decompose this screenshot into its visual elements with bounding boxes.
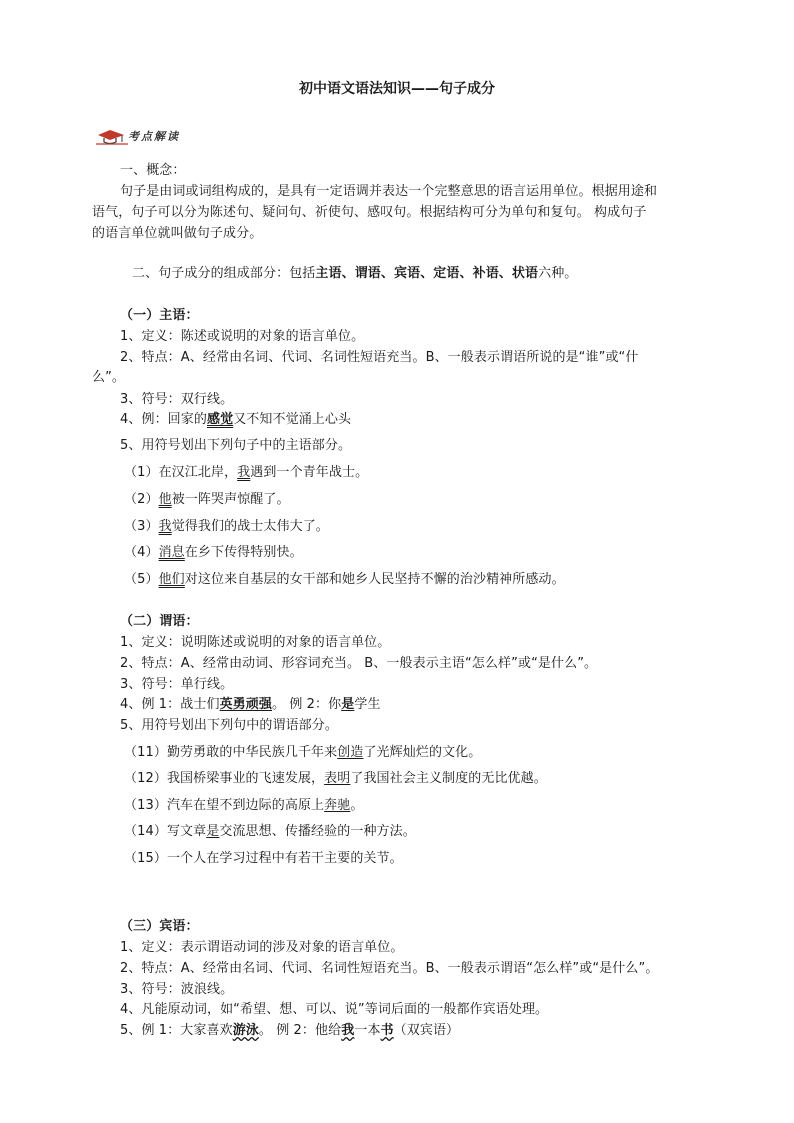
predicate-symbol: 3、符号：单行线。: [120, 677, 234, 692]
predicate-mark: 表明: [324, 771, 351, 786]
subject-mark: 他们: [158, 572, 185, 587]
subject-mark: 消息: [158, 545, 185, 560]
predicate-q14: [124, 824, 416, 840]
subject-example: [120, 412, 351, 428]
predicate-mark: 创造: [337, 745, 364, 760]
subject-mark: 感觉: [206, 412, 234, 427]
subject-q2: [124, 492, 290, 508]
predicate-q13: [124, 798, 363, 814]
text: （3）: [124, 519, 159, 534]
text: （5）: [124, 572, 159, 587]
text: 对这位来自基层的女干部和她乡人民坚持不懈的治沙精神所感动。: [184, 572, 565, 587]
subject-mark: 我: [158, 519, 172, 534]
concept-para-line-2: 语气，句子可以分为陈述句、疑问句、祈使句、感叹句。根据结构可分为单句和复句。 构成句子: [92, 205, 647, 220]
section-logo: [96, 128, 214, 146]
text: 觉得我们的战士太伟大了。: [171, 519, 329, 534]
subject-q4: [124, 545, 303, 561]
components-pre: 二、句子成分的组成部分：包括: [132, 266, 316, 281]
text: 交流思想、传播经验的一种方法。: [219, 824, 416, 839]
text: 学生: [354, 697, 381, 712]
text: 5、例 1：大家喜欢: [120, 1023, 233, 1038]
object-rule: 4、凡能原动词，如“希望、想、可以、说”等词后面的一般都作宾语处理。: [120, 1002, 549, 1017]
text: （12）我国桥梁事业的飞速发展，: [124, 771, 325, 786]
object-definition: 1、定义：表示谓语动词的涉及对象的语言单位。: [120, 940, 404, 955]
concept-para-line-1: 句子是由词或词组构成的，是具有一定语调并表达一个完整意思的语言运用单位。根据用途和: [120, 184, 658, 199]
predicate-task: 5、用符号划出下列句中的谓语部分。: [120, 718, 338, 733]
predicate-mark: 英勇顽强: [219, 697, 272, 712]
text: 又不知不觉涌上心头: [233, 412, 352, 427]
concept-para-line-3: 的语言单位就叫做句子成分。: [92, 226, 263, 241]
subject-mark: 他: [158, 492, 172, 507]
text: 。 例 2：他给: [258, 1023, 342, 1038]
predicate-q12: [124, 771, 547, 787]
text: 一本: [354, 1023, 381, 1038]
subject-q3: [124, 519, 329, 535]
subject-symbol: 3、符号：双行线。: [120, 392, 234, 407]
subject-definition: 1、定义：陈述或说明的对象的语言单位。: [120, 329, 365, 344]
page-title: 初中语文语法知识——句子成分: [299, 81, 495, 97]
predicate-mark: 奔驰: [324, 798, 351, 813]
object-heading: （三）宾语：: [120, 919, 199, 934]
predicate-feature: 2、特点：A、经常由动词、形容词充当。 B、一般表示主语“怎么样”或“是什么”。: [120, 656, 598, 671]
text: 遇到一个青年战士。: [250, 465, 369, 480]
subject-feature-line-1: 2、特点：A、经常由名词、代词、名词性短语充当。B、一般表示谓语所说的是“谁”或“什: [120, 350, 639, 365]
object-feature: 2、特点：A、经常由名词、代词、名词性短语充当。B、一般表示谓语“怎么样”或“是什么”。: [120, 961, 659, 976]
text: 4、例：回家的: [120, 412, 207, 427]
text: （14）写文章: [124, 824, 207, 839]
predicate-q11: [124, 745, 481, 761]
text: 。: [350, 798, 364, 813]
text: 了光辉灿烂的文化。: [363, 745, 482, 760]
components-line: [132, 266, 577, 282]
text: （11）勤劳勇敢的中华民族几千年来: [124, 745, 338, 760]
subject-mark: 我: [237, 465, 251, 480]
text: （1）在汉江北岸，: [124, 465, 238, 480]
predicate-q15: （15）一个人在学习过程中有若干主要的关节。: [124, 851, 403, 866]
text: 被一阵哭声惊醒了。: [171, 492, 290, 507]
predicate-mark: 是: [206, 824, 220, 839]
logo-label: 考点解读: [128, 130, 180, 143]
text: 在乡下传得特别快。: [184, 545, 303, 560]
subject-task: 5、用符号划出下列句子中的主语部分。: [120, 438, 352, 453]
text: （13）汽车在望不到边际的高原上: [124, 798, 325, 813]
subject-q1: [124, 465, 368, 481]
predicate-example: [120, 697, 381, 713]
object-mark: 游泳: [232, 1023, 259, 1038]
predicate-definition: 1、定义：说明陈述或说明的对象的语言单位。: [120, 635, 391, 650]
components-post: 六种。: [538, 266, 578, 281]
text: （4）: [124, 545, 159, 560]
subject-heading: （一）主语：: [120, 308, 199, 323]
object-mark: 书: [380, 1023, 394, 1038]
predicate-mark: 是: [341, 697, 355, 712]
object-symbol: 3、符号：波浪线。: [120, 982, 234, 997]
text: （双宾语）: [393, 1023, 460, 1038]
mortarboard-icon: [96, 128, 128, 146]
concept-heading: 一、概念：: [120, 163, 186, 178]
object-mark: 我: [341, 1023, 355, 1038]
predicate-heading: （二）谓语：: [120, 614, 199, 629]
text: 4、例 1：战士们: [120, 697, 220, 712]
object-example: [120, 1023, 459, 1039]
text: 。 例 2：你: [271, 697, 342, 712]
subject-q5: [124, 572, 565, 588]
components-items: 主语、谓语、宾语、定语、补语、状语: [315, 266, 539, 281]
text: 了我国社会主义制度的无比优越。: [350, 771, 547, 786]
text: （2）: [124, 492, 159, 507]
subject-feature-line-2: 么”。: [92, 370, 126, 385]
